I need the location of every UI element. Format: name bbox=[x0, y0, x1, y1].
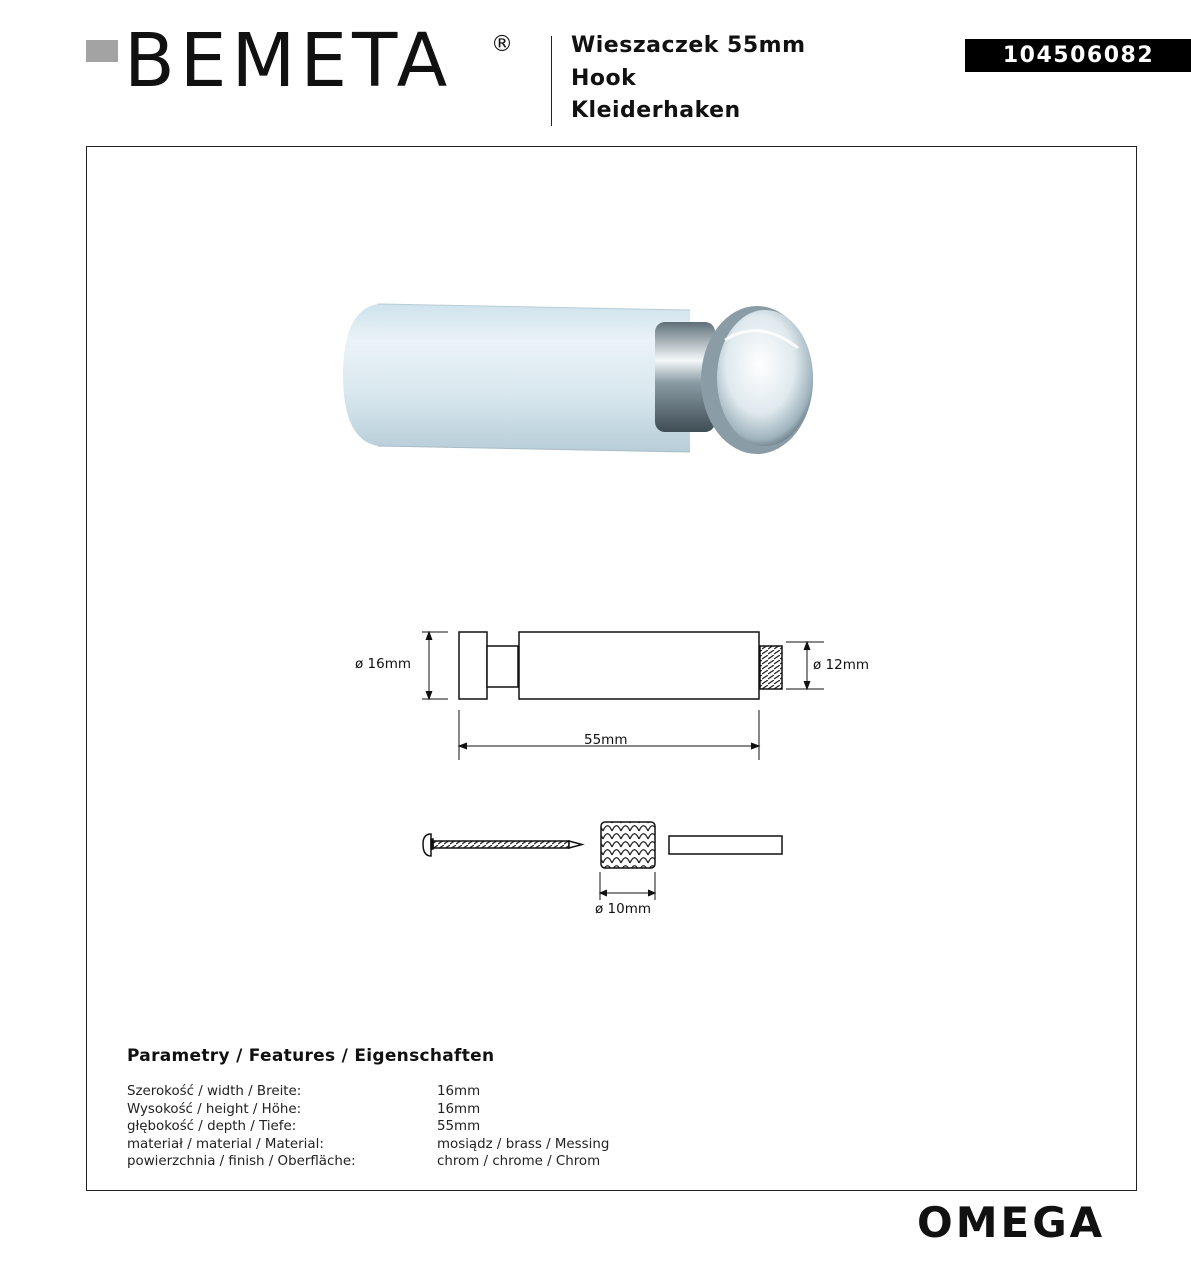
feature-row-height bbox=[127, 1101, 609, 1119]
dim-label-head-diameter: ø 16mm bbox=[355, 656, 412, 672]
series-name: OMEGA bbox=[917, 1198, 1106, 1247]
product-code-badge: 104506082 bbox=[965, 39, 1191, 72]
feature-value: 16mm bbox=[437, 1101, 481, 1117]
feature-row-depth bbox=[127, 1118, 609, 1136]
feature-label: głębokość / depth / Tiefe: bbox=[127, 1119, 297, 1134]
hook-neck-outline bbox=[487, 646, 518, 687]
mounting-hardware bbox=[423, 822, 782, 868]
feature-label: Szerokość / width / Breite: bbox=[127, 1084, 302, 1099]
feature-label: Wysokość / height / Höhe: bbox=[127, 1101, 302, 1117]
product-title-en: Hook bbox=[571, 66, 637, 91]
dim-label-thread-diameter: ø 12mm bbox=[813, 657, 870, 673]
feature-value: mosiądz / brass / Messing bbox=[437, 1136, 610, 1152]
feature-label: materiał / material / Material: bbox=[127, 1136, 324, 1152]
screw-drawing bbox=[423, 834, 582, 856]
feature-value: 16mm bbox=[437, 1084, 481, 1099]
side-view-drawing bbox=[459, 632, 782, 699]
feature-value: 55mm bbox=[437, 1119, 481, 1134]
features-title: Parametry / Features / Eigenschaften bbox=[127, 1046, 495, 1066]
feature-row-material bbox=[127, 1136, 609, 1154]
feature-value: chrom / chrome / Chrom bbox=[437, 1154, 601, 1169]
brand-logo: BEMETA bbox=[124, 18, 453, 104]
features-table bbox=[127, 1083, 609, 1171]
spacer-rod-drawing bbox=[669, 836, 782, 854]
product-title-de: Kleiderhaken bbox=[571, 98, 741, 123]
dim-label-length: 55mm bbox=[584, 732, 628, 748]
feature-row-width bbox=[127, 1083, 609, 1101]
dim-label-plug-diameter: ø 10mm bbox=[595, 901, 652, 917]
wall-plug-drawing bbox=[601, 822, 655, 868]
product-title-pl: Wieszaczek 55mm bbox=[571, 33, 806, 58]
hook-thread-outline bbox=[760, 646, 782, 689]
product-image bbox=[343, 304, 813, 454]
registered-mark: ® bbox=[491, 32, 513, 57]
feature-label: powierzchnia / finish / Oberfläche: bbox=[127, 1154, 356, 1169]
hook-head-outline bbox=[459, 632, 487, 699]
feature-row-finish bbox=[127, 1153, 609, 1171]
hook-body-outline bbox=[519, 632, 759, 699]
